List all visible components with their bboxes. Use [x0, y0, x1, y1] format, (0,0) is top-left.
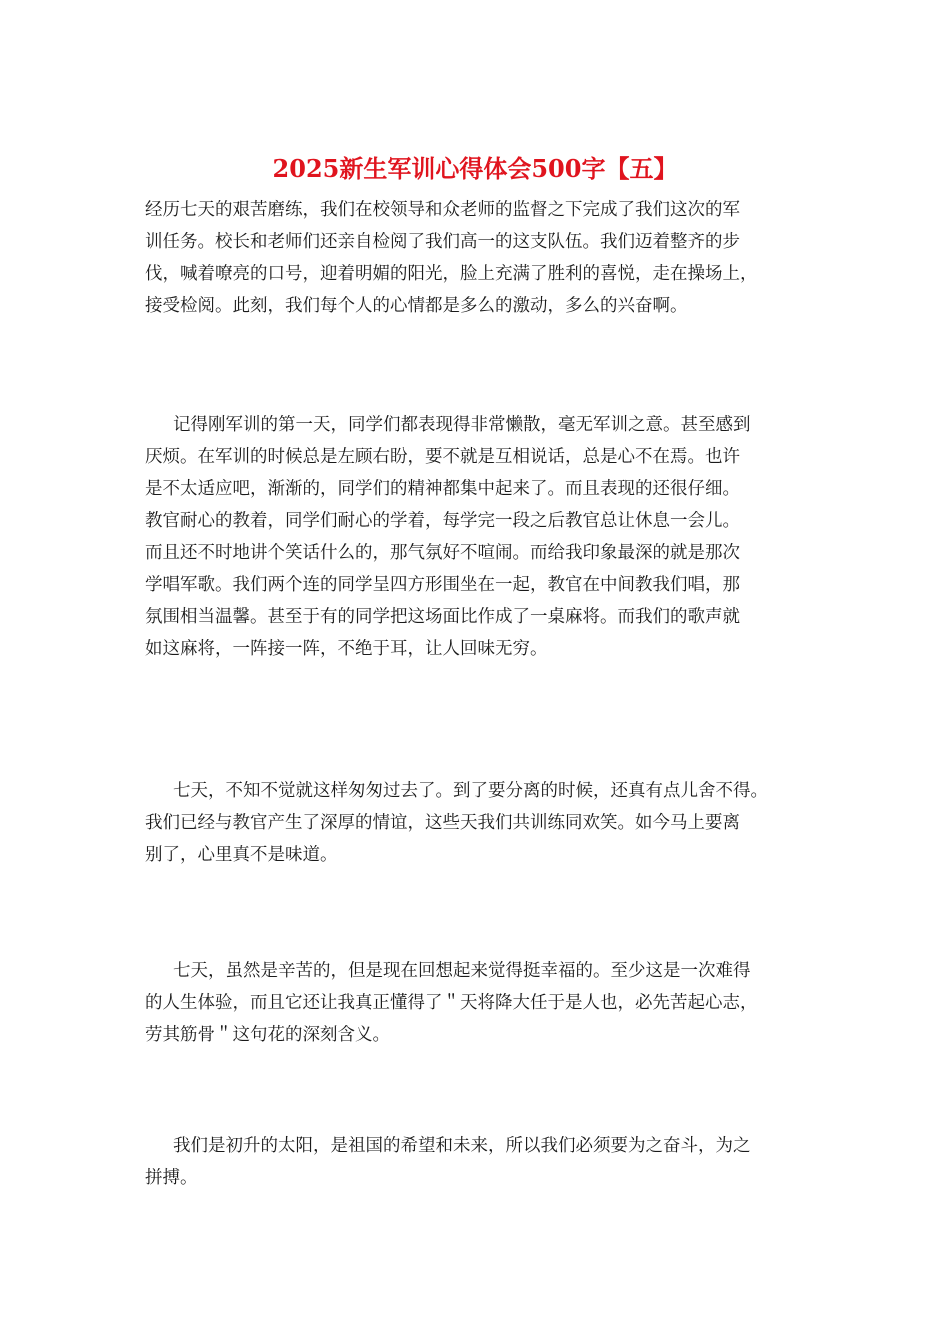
paragraph-line: 的人生体验，而且它还让我真正懂得了＂天将降大任于是人也，必先苦起心志，	[145, 993, 758, 1013]
paragraph-line: 学唱军歌。我们两个连的同学呈四方形围坐在一起，教官在中间教我们唱，那	[145, 575, 740, 595]
paragraph-line: 氛围相当温馨。甚至于有的同学把这场面比作成了一桌麻将。而我们的歌声就	[145, 607, 740, 627]
paragraph-line: 七天，不知不觉就这样匆匆过去了。到了要分离的时候，还真有点儿舍不得。	[173, 781, 768, 801]
paragraph-line: 教官耐心的教着，同学们耐心的学着，每学完一段之后教官总让休息一会儿。	[145, 511, 740, 531]
paragraph-line: 如这麻将，一阵接一阵，不绝于耳，让人回味无穷。	[145, 639, 548, 659]
paragraph-line: 七天，虽然是辛苦的，但是现在回想起来觉得挺幸福的。至少这是一次难得	[173, 961, 751, 981]
paragraph-line: 我们是初升的太阳，是祖国的希望和未来，所以我们必须要为之奋斗，为之	[173, 1136, 751, 1156]
paragraph-line: 是不太适应吧，渐渐的，同学们的精神都集中起来了。而且表现的还很仔细。	[145, 479, 740, 499]
paragraph-line: 接受检阅。此刻，我们每个人的心情都是多么的激动，多么的兴奋啊。	[145, 296, 688, 316]
paragraph-2	[145, 409, 751, 665]
document-title: 2025新生军训心得体会500字【五】	[272, 154, 678, 183]
paragraph-5	[145, 1130, 751, 1194]
paragraph-line: 劳其筋骨＂这句花的深刻含义。	[145, 1025, 390, 1045]
paragraph-line: 别了，心里真不是味道。	[145, 845, 338, 865]
paragraph-line: 记得刚军训的第一天，同学们都表现得非常懒散，毫无军训之意。甚至感到	[173, 415, 751, 435]
paragraph-line: 拼搏。	[145, 1168, 198, 1188]
paragraph-4	[145, 955, 758, 1051]
paragraph-1	[145, 194, 758, 322]
paragraph-line: 厌烦。在军训的时候总是左顾右盼，要不就是互相说话，总是心不在焉。也许	[145, 447, 740, 467]
paragraph-line: 我们已经与教官产生了深厚的情谊，这些天我们共训练同欢笑。如今马上要离	[145, 813, 740, 833]
paragraph-line: 训任务。校长和老师们还亲自检阅了我们高一的这支队伍。我们迈着整齐的步	[145, 232, 740, 252]
paragraph-3	[145, 775, 768, 871]
paragraph-line: 经历七天的艰苦磨练，我们在校领导和众老师的监督之下完成了我们这次的军	[145, 200, 740, 220]
paragraph-line: 伐，喊着嘹亮的口号，迎着明媚的阳光，脸上充满了胜利的喜悦，走在操场上，	[145, 264, 758, 284]
paragraph-line: 而且还不时地讲个笑话什么的，那气氛好不喧闹。而给我印象最深的就是那次	[145, 543, 740, 563]
